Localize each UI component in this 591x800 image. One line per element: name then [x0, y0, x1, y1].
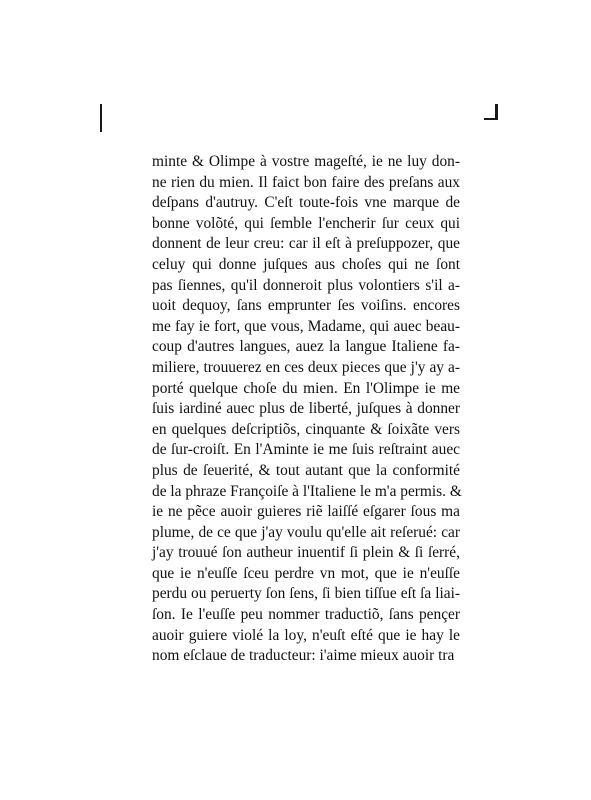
scan-edge-mark: [100, 104, 102, 132]
text-line: perdu ou peruerty ſon ſens, ſi bien tiſſue eſt ſa liai-: [152, 585, 460, 603]
text-line: ie ne pẽce auoir guieres riẽ laiſſé eſgarer ſous ma: [152, 503, 460, 521]
text-line: me fay ie fort, que vous, Madame, qui auec beau-: [152, 317, 460, 335]
text-line: deſpans d'autruy. C'eſt toute-fois vne marque de: [152, 194, 460, 212]
text-line: ne rien du mien. Il faict bon faire des preſans aux: [152, 173, 460, 191]
text-line: pas ſiennes, qu'il donneroit plus volontiers s'il a-: [152, 276, 460, 294]
text-line: nom eſclaue de traducteur: i'aime mieux auoir tra: [152, 647, 455, 665]
text-line: uoit dequoy, ſans emprunter ſes voiſins. encores: [152, 297, 460, 315]
text-line: ſon. Ie l'euſſe peu nommer traductiõ, ſans pençer: [152, 606, 460, 624]
scan-corner-mark: [484, 118, 498, 120]
text-line: celuy qui donne juſques aus choſes qui ne ſont: [152, 255, 460, 273]
text-line: en quelques deſcriptiõs, cinquante & ſoixãte vers: [152, 420, 460, 438]
text-line: porté quelque choſe du mien. En l'Olimpe ie me: [152, 379, 460, 397]
text-line: miliere, trouuerez en ces deux pieces que j'y ay a-: [152, 358, 460, 376]
text-line: ſuis iardiné auec plus de liberté, juſques à donner: [152, 400, 460, 418]
text-line: auoir guiere violé la loy, n'euſt eſté que ie hay le: [152, 626, 460, 644]
text-line: de la phraze Françoiſe à l'Italiene le m'a permis. &: [152, 482, 462, 500]
text-line: coup d'autres langues, auez la langue Italiene fa-: [152, 338, 460, 356]
body-text: [152, 152, 460, 667]
text-line: donnent de leur creu: car il eſt à preſuppozer, que: [152, 235, 460, 253]
text-line: j'ay trouué ſon autheur inuentif ſi plein & ſi ſerré,: [152, 544, 460, 562]
text-line: bonne volõté, qui ſemble l'encherir ſur ceux qui: [152, 214, 460, 232]
text-line: de ſur-croiſt. En l'Aminte ie me ſuis reſtraint auec: [152, 441, 460, 459]
text-line: plume, de ce que j'ay voulu qu'elle ait reſerué: car: [152, 523, 460, 541]
text-line: minte & Olimpe à vostre mageſté, ie ne luy don-: [152, 153, 460, 170]
text-line: plus de ſeuerité, & tout autant que la conformité: [152, 461, 460, 479]
text-line: que ie n'euſſe ſceu perdre vn mot, que ie n'euſſe: [152, 564, 460, 582]
